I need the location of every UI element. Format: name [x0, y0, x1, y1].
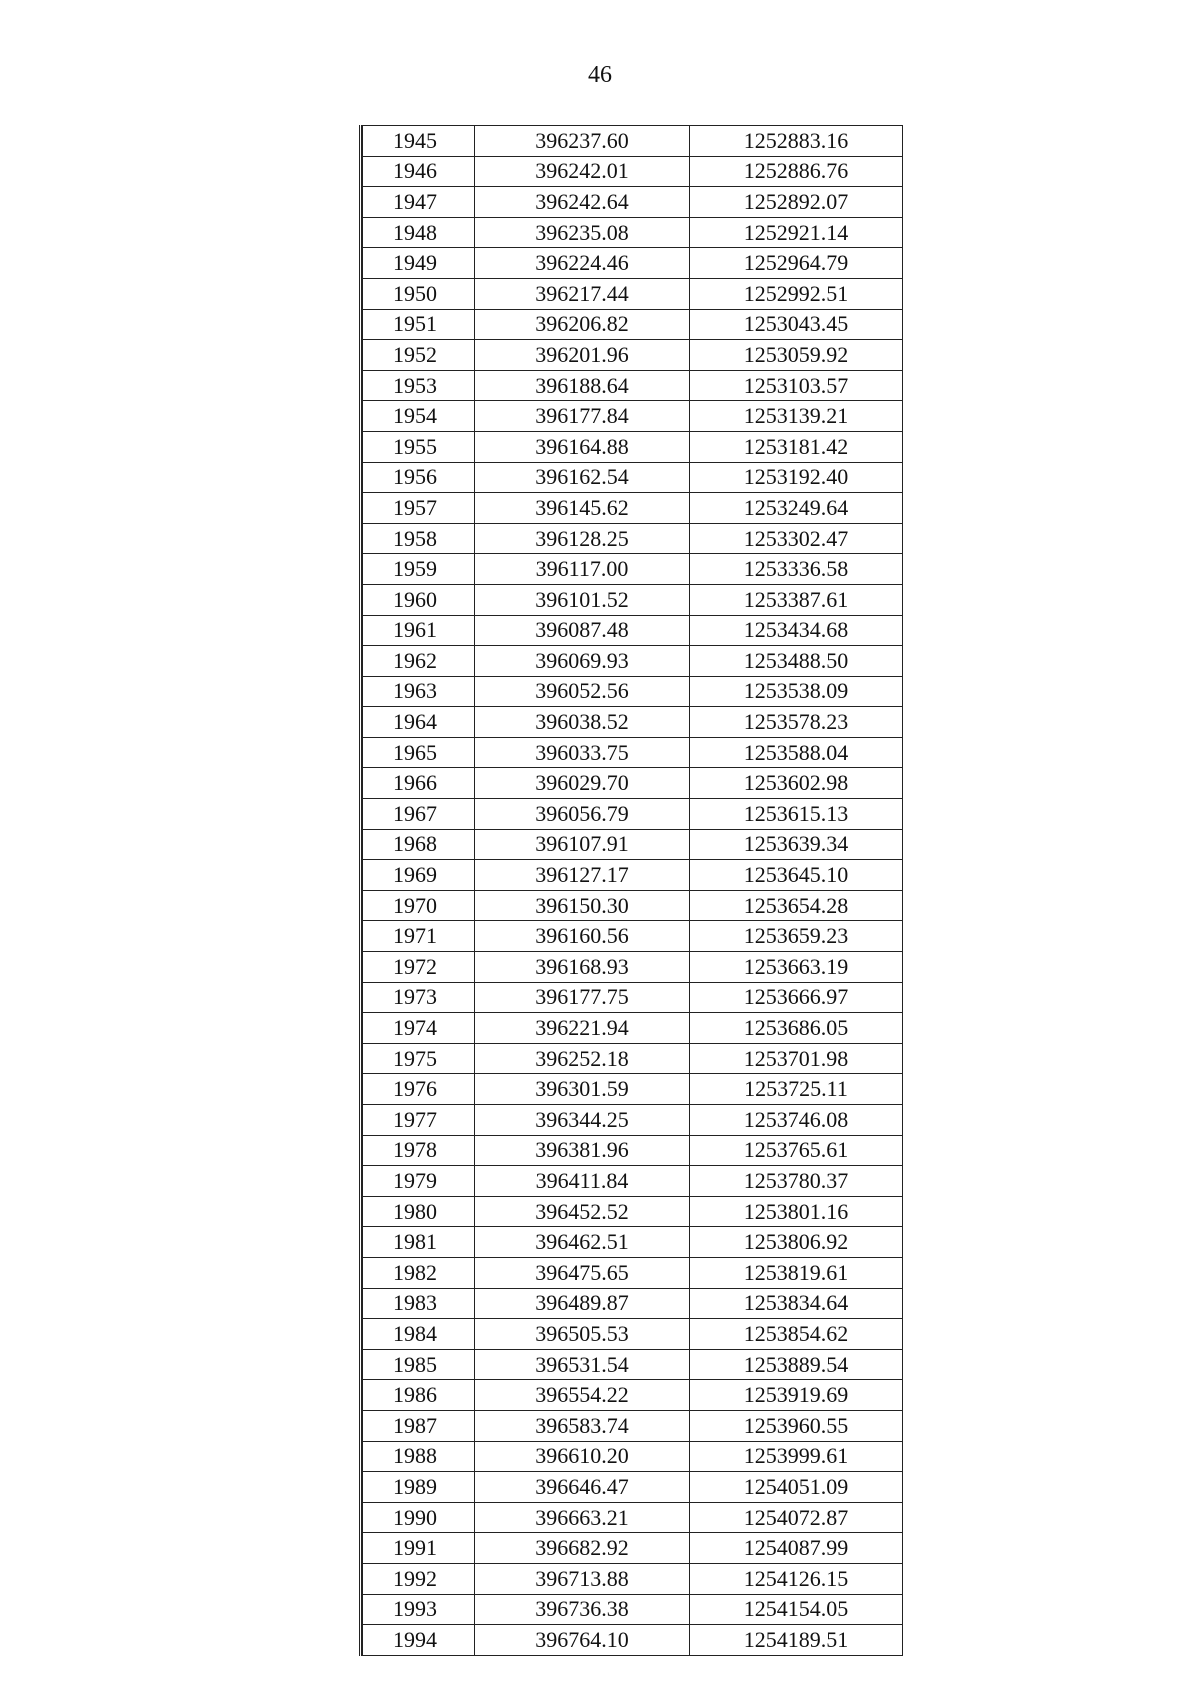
value-a-cell: 396177.75 — [475, 982, 690, 1013]
year-cell: 1945 — [363, 126, 475, 157]
value-b-cell: 1254154.05 — [690, 1594, 903, 1625]
year-cell: 1947 — [363, 187, 475, 218]
year-cell: 1955 — [363, 431, 475, 462]
value-b-cell: 1253434.68 — [690, 615, 903, 646]
table-row — [363, 1502, 903, 1533]
value-a-cell: 396646.47 — [475, 1472, 690, 1503]
year-cell: 1987 — [363, 1410, 475, 1441]
table-row — [363, 1625, 903, 1656]
value-b-cell: 1252892.07 — [690, 187, 903, 218]
year-cell: 1983 — [363, 1288, 475, 1319]
table-row — [363, 1227, 903, 1258]
value-a-cell: 396117.00 — [475, 554, 690, 585]
table-row — [363, 278, 903, 309]
value-a-cell: 396128.25 — [475, 523, 690, 554]
value-b-cell: 1253919.69 — [690, 1380, 903, 1411]
year-cell: 1962 — [363, 646, 475, 677]
table-row — [363, 1166, 903, 1197]
value-b-cell: 1253765.61 — [690, 1135, 903, 1166]
table-row — [363, 921, 903, 952]
value-a-cell: 396221.94 — [475, 1013, 690, 1044]
value-a-cell: 396069.93 — [475, 646, 690, 677]
table-row — [363, 860, 903, 891]
value-b-cell: 1253387.61 — [690, 584, 903, 615]
table-row — [363, 1533, 903, 1564]
value-a-cell: 396663.21 — [475, 1502, 690, 1533]
value-b-cell: 1252964.79 — [690, 248, 903, 279]
value-b-cell: 1253336.58 — [690, 554, 903, 585]
value-a-cell: 396150.30 — [475, 890, 690, 921]
year-cell: 1952 — [363, 340, 475, 371]
table-row — [363, 1410, 903, 1441]
value-b-cell: 1253666.97 — [690, 982, 903, 1013]
coordinate-table-body — [363, 126, 903, 1656]
year-cell: 1946 — [363, 156, 475, 187]
year-cell: 1966 — [363, 768, 475, 799]
value-a-cell: 396162.54 — [475, 462, 690, 493]
year-cell: 1979 — [363, 1166, 475, 1197]
table-row — [363, 1380, 903, 1411]
value-b-cell: 1253488.50 — [690, 646, 903, 677]
value-a-cell: 396475.65 — [475, 1257, 690, 1288]
value-a-cell: 396452.52 — [475, 1196, 690, 1227]
value-b-cell: 1253538.09 — [690, 676, 903, 707]
value-b-cell: 1252921.14 — [690, 217, 903, 248]
value-b-cell: 1253806.92 — [690, 1227, 903, 1258]
table-row — [363, 707, 903, 738]
value-a-cell: 396242.01 — [475, 156, 690, 187]
value-a-cell: 396107.91 — [475, 829, 690, 860]
table-row — [363, 1441, 903, 1472]
value-a-cell: 396462.51 — [475, 1227, 690, 1258]
year-cell: 1958 — [363, 523, 475, 554]
value-a-cell: 396764.10 — [475, 1625, 690, 1656]
value-a-cell: 396101.52 — [475, 584, 690, 615]
value-b-cell: 1254051.09 — [690, 1472, 903, 1503]
year-cell: 1976 — [363, 1074, 475, 1105]
value-b-cell: 1253889.54 — [690, 1349, 903, 1380]
year-cell: 1961 — [363, 615, 475, 646]
year-cell: 1977 — [363, 1105, 475, 1136]
value-a-cell: 396177.84 — [475, 401, 690, 432]
value-a-cell: 396087.48 — [475, 615, 690, 646]
table-row — [363, 982, 903, 1013]
table-row — [363, 1135, 903, 1166]
table-row — [363, 768, 903, 799]
value-b-cell: 1253746.08 — [690, 1105, 903, 1136]
value-b-cell: 1253834.64 — [690, 1288, 903, 1319]
table-row — [363, 401, 903, 432]
table-row — [363, 187, 903, 218]
year-cell: 1989 — [363, 1472, 475, 1503]
table-row — [363, 1472, 903, 1503]
year-cell: 1992 — [363, 1563, 475, 1594]
value-b-cell: 1254189.51 — [690, 1625, 903, 1656]
value-b-cell: 1252992.51 — [690, 278, 903, 309]
value-b-cell: 1253654.28 — [690, 890, 903, 921]
table-row — [363, 156, 903, 187]
value-a-cell: 396583.74 — [475, 1410, 690, 1441]
year-cell: 1965 — [363, 737, 475, 768]
value-b-cell: 1253588.04 — [690, 737, 903, 768]
year-cell: 1959 — [363, 554, 475, 585]
value-a-cell: 396235.08 — [475, 217, 690, 248]
value-b-cell: 1253701.98 — [690, 1043, 903, 1074]
page-number: 46 — [588, 62, 612, 88]
year-cell: 1954 — [363, 401, 475, 432]
table-row — [363, 462, 903, 493]
value-b-cell: 1253725.11 — [690, 1074, 903, 1105]
value-a-cell: 396411.84 — [475, 1166, 690, 1197]
value-b-cell: 1253999.61 — [690, 1441, 903, 1472]
table-row — [363, 952, 903, 983]
value-b-cell: 1253780.37 — [690, 1166, 903, 1197]
table-row — [363, 646, 903, 677]
table-row — [363, 829, 903, 860]
value-b-cell: 1253181.42 — [690, 431, 903, 462]
table-row — [363, 1594, 903, 1625]
value-a-cell: 396237.60 — [475, 126, 690, 157]
year-cell: 1990 — [363, 1502, 475, 1533]
value-b-cell: 1253043.45 — [690, 309, 903, 340]
value-a-cell: 396301.59 — [475, 1074, 690, 1105]
year-cell: 1980 — [363, 1196, 475, 1227]
value-a-cell: 396531.54 — [475, 1349, 690, 1380]
table-row — [363, 1349, 903, 1380]
year-cell: 1972 — [363, 952, 475, 983]
table-row — [363, 248, 903, 279]
value-a-cell: 396127.17 — [475, 860, 690, 891]
value-a-cell: 396188.64 — [475, 370, 690, 401]
value-b-cell: 1253960.55 — [690, 1410, 903, 1441]
value-a-cell: 396164.88 — [475, 431, 690, 462]
year-cell: 1974 — [363, 1013, 475, 1044]
value-b-cell: 1253249.64 — [690, 493, 903, 524]
year-cell: 1982 — [363, 1257, 475, 1288]
value-b-cell: 1253659.23 — [690, 921, 903, 952]
value-b-cell: 1254087.99 — [690, 1533, 903, 1564]
value-a-cell: 396736.38 — [475, 1594, 690, 1625]
year-cell: 1994 — [363, 1625, 475, 1656]
value-b-cell: 1253801.16 — [690, 1196, 903, 1227]
value-a-cell: 396029.70 — [475, 768, 690, 799]
year-cell: 1968 — [363, 829, 475, 860]
year-cell: 1993 — [363, 1594, 475, 1625]
value-a-cell: 396252.18 — [475, 1043, 690, 1074]
table-row — [363, 126, 903, 157]
table-row — [363, 1074, 903, 1105]
value-b-cell: 1253139.21 — [690, 401, 903, 432]
table-row — [363, 1319, 903, 1350]
year-cell: 1950 — [363, 278, 475, 309]
value-a-cell: 396056.79 — [475, 799, 690, 830]
value-a-cell: 396206.82 — [475, 309, 690, 340]
year-cell: 1986 — [363, 1380, 475, 1411]
value-b-cell: 1252886.76 — [690, 156, 903, 187]
value-a-cell: 396682.92 — [475, 1533, 690, 1564]
value-b-cell: 1253639.34 — [690, 829, 903, 860]
value-b-cell: 1253103.57 — [690, 370, 903, 401]
value-b-cell: 1253854.62 — [690, 1319, 903, 1350]
value-b-cell: 1254126.15 — [690, 1563, 903, 1594]
table-row — [363, 1196, 903, 1227]
value-a-cell: 396201.96 — [475, 340, 690, 371]
value-a-cell: 396160.56 — [475, 921, 690, 952]
coordinate-table — [362, 125, 903, 1656]
year-cell: 1975 — [363, 1043, 475, 1074]
table-row — [363, 431, 903, 462]
value-a-cell: 396489.87 — [475, 1288, 690, 1319]
year-cell: 1960 — [363, 584, 475, 615]
table-row — [363, 676, 903, 707]
value-a-cell: 396038.52 — [475, 707, 690, 738]
value-b-cell: 1253602.98 — [690, 768, 903, 799]
value-b-cell: 1253686.05 — [690, 1013, 903, 1044]
year-cell: 1967 — [363, 799, 475, 830]
value-b-cell: 1253615.13 — [690, 799, 903, 830]
value-b-cell: 1253663.19 — [690, 952, 903, 983]
table-row — [363, 523, 903, 554]
value-b-cell: 1253819.61 — [690, 1257, 903, 1288]
year-cell: 1991 — [363, 1533, 475, 1564]
table-row — [363, 340, 903, 371]
value-a-cell: 396217.44 — [475, 278, 690, 309]
table-row — [363, 890, 903, 921]
table-row — [363, 370, 903, 401]
table-row — [363, 493, 903, 524]
value-a-cell: 396344.25 — [475, 1105, 690, 1136]
year-cell: 1969 — [363, 860, 475, 891]
value-b-cell: 1254072.87 — [690, 1502, 903, 1533]
value-a-cell: 396554.22 — [475, 1380, 690, 1411]
value-a-cell: 396033.75 — [475, 737, 690, 768]
value-b-cell: 1252883.16 — [690, 126, 903, 157]
year-cell: 1956 — [363, 462, 475, 493]
year-cell: 1951 — [363, 309, 475, 340]
year-cell: 1948 — [363, 217, 475, 248]
table-row — [363, 554, 903, 585]
table-row — [363, 1257, 903, 1288]
value-b-cell: 1253578.23 — [690, 707, 903, 738]
table-row — [363, 799, 903, 830]
value-b-cell: 1253059.92 — [690, 340, 903, 371]
table-row — [363, 737, 903, 768]
year-cell: 1985 — [363, 1349, 475, 1380]
value-a-cell: 396052.56 — [475, 676, 690, 707]
value-b-cell: 1253302.47 — [690, 523, 903, 554]
value-a-cell: 396713.88 — [475, 1563, 690, 1594]
table-row — [363, 1288, 903, 1319]
year-cell: 1981 — [363, 1227, 475, 1258]
value-b-cell: 1253645.10 — [690, 860, 903, 891]
value-a-cell: 396610.20 — [475, 1441, 690, 1472]
year-cell: 1988 — [363, 1441, 475, 1472]
value-a-cell: 396168.93 — [475, 952, 690, 983]
value-a-cell: 396381.96 — [475, 1135, 690, 1166]
year-cell: 1971 — [363, 921, 475, 952]
table-row — [363, 309, 903, 340]
year-cell: 1964 — [363, 707, 475, 738]
year-cell: 1973 — [363, 982, 475, 1013]
year-cell: 1963 — [363, 676, 475, 707]
table-row — [363, 615, 903, 646]
coordinate-table-container — [359, 125, 902, 1656]
table-row — [363, 1013, 903, 1044]
value-a-cell: 396242.64 — [475, 187, 690, 218]
value-a-cell: 396145.62 — [475, 493, 690, 524]
year-cell: 1953 — [363, 370, 475, 401]
year-cell: 1957 — [363, 493, 475, 524]
value-b-cell: 1253192.40 — [690, 462, 903, 493]
year-cell: 1984 — [363, 1319, 475, 1350]
value-a-cell: 396505.53 — [475, 1319, 690, 1350]
year-cell: 1970 — [363, 890, 475, 921]
value-a-cell: 396224.46 — [475, 248, 690, 279]
table-row — [363, 1563, 903, 1594]
table-row — [363, 584, 903, 615]
table-row — [363, 217, 903, 248]
table-row — [363, 1043, 903, 1074]
year-cell: 1949 — [363, 248, 475, 279]
table-row — [363, 1105, 903, 1136]
year-cell: 1978 — [363, 1135, 475, 1166]
